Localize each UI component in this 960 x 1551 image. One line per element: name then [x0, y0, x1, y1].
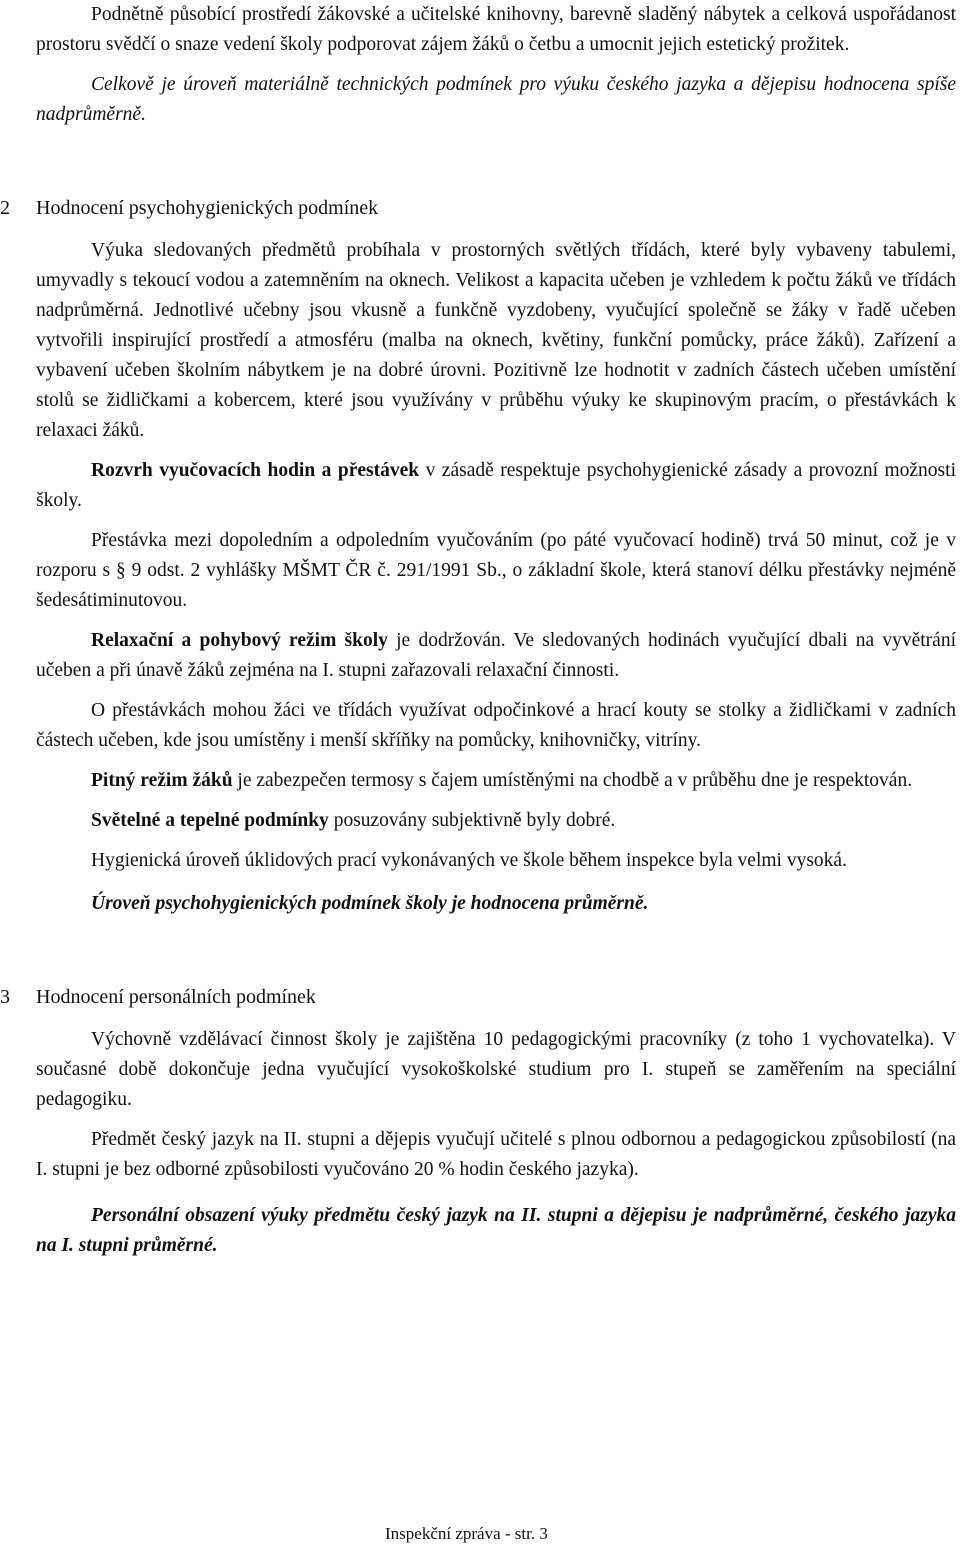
section-2-title: Hodnocení psychohygienických podmínek: [36, 197, 379, 219]
drinking-regime-term: Pitný režim žáků: [91, 770, 233, 791]
section-2-paragraph-1: Výuka sledovaných předmětů probíhala v prostorných světlých třídách, které byly vybaveny tabulemi, umyvadly s tekoucí vodou a zatemněním na oknech. Velikost a kapacita učeben je vzhledem k počtu žáků ve třídách nadprůměrná. Jednotlivé učebny jsou vkusně a funkčně vyzdobeny, vyučující společně se žáky v řadě učeben vytvořili inspirující prostředí a atmosféru (malba na oknech, květiny, funkční pomůcky, práce žáků). Zařízení a vybavení učeben školním nábytkem je na dobré úrovni. Pozitivně lze hodnotit v zadních částech učeben umístění stolů se židličkami a kobercem, které jsou využívány v průběhu výuky ke skupinovým pracím, o přestávkách k relaxaci žáků.: [36, 240, 956, 441]
light-heat-term: Světelné a tepelné podmínky: [91, 810, 329, 831]
section-2-paragraph-2: Rozvrh vyučovacích hodin a přestávek v zásadě respektuje psychohygienické zásady a provozní možnosti školy.: [36, 460, 956, 511]
intro-paragraph: Podnětně působící prostředí žákovské a učitelské knihovny, barevně sladěný nábytek a celková uspořádanost prostoru svědčí o snaze vedení školy podporovat zájem žáků o četbu a umocnit jejich estetický prožitek.: [36, 4, 956, 55]
section-2-paragraph-6: Pitný režim žáků je zabezpečen termosy s čajem umístěnými na chodbě a v průběhu dne je respektován.: [91, 770, 913, 791]
section-2-paragraph-4: Relaxační a pohybový režim školy je dodržován. Ve sledovaných hodinách vyučující dbali na vyvětrání učeben a při únavě žáků zejména na I. stupni zařazovali relaxační činnosti.: [36, 630, 956, 681]
page-footer: Inspekční zpráva - str. 3: [385, 1524, 548, 1543]
section-3-paragraph-2: Předmět český jazyk na II. stupni a dějepis vyučují učitelé s plnou odbornou a pedagogickou způsobilostí (na I. stupni je bez odborné způsobilosti vyučováno 20 % hodin českého jazyka).: [36, 1129, 956, 1180]
section-2-paragraph-8: Hygienická úroveň úklidových prací vykonávaných ve škole během inspekce byla velmi vysoká.: [91, 850, 847, 871]
section-2-paragraph-5: O přestávkách mohou žáci ve třídách využívat odpočinkové a hrací kouty se stolky a židličkami v zadních částech učeben, kde jsou umístěny i menší skříňky na pomůcky, knihovničky, vitríny.: [36, 700, 956, 751]
section-3-heading: [0, 982, 956, 1012]
intro-conclusion: Celkově je úroveň materiálně technických podmínek pro výuku českého jazyka a dějepisu hodnocena spíše nadprůměrně.: [36, 74, 956, 125]
section-2-heading: [0, 193, 956, 223]
section-3-conclusion: Personální obsazení výuky předmětu český jazyk na II. stupni a dějepisu je nadprůměrné, českého jazyka na I. stupni průměrné.: [36, 1205, 956, 1256]
section-3-number: 3: [0, 986, 10, 1008]
relaxation-term: Relaxační a pohybový režim školy: [91, 630, 388, 651]
section-2-paragraph-7: Světelné a tepelné podmínky posuzovány subjektivně byly dobré.: [91, 810, 616, 831]
section-2-number: 2: [0, 197, 10, 219]
section-3-title: Hodnocení personálních podmínek: [36, 986, 316, 1008]
section-3-paragraph-1: Výchovně vzdělávací činnost školy je zajištěna 10 pedagogickými pracovníky (z toho 1 vychovatelka). V současné době dokončuje jedna vyučující vysokoškolské studium pro I. stupeň se zaměřením na speciální pedagogiku.: [36, 1029, 956, 1110]
section-2-paragraph-3: Přestávka mezi dopoledním a odpoledním vyučováním (po páté vyučovací hodině) trvá 50 minut, což je v rozporu s § 9 odst. 2 vyhlášky MŠMT ČR č. 291/1991 Sb., o základní škole, která stanoví délku přestávky nejméně šedesátiminutovou.: [36, 530, 956, 611]
schedule-term: Rozvrh vyučovacích hodin a přestávek: [91, 460, 420, 481]
section-2-conclusion: Úroveň psychohygienických podmínek školy je hodnocena průměrně.: [91, 893, 649, 914]
